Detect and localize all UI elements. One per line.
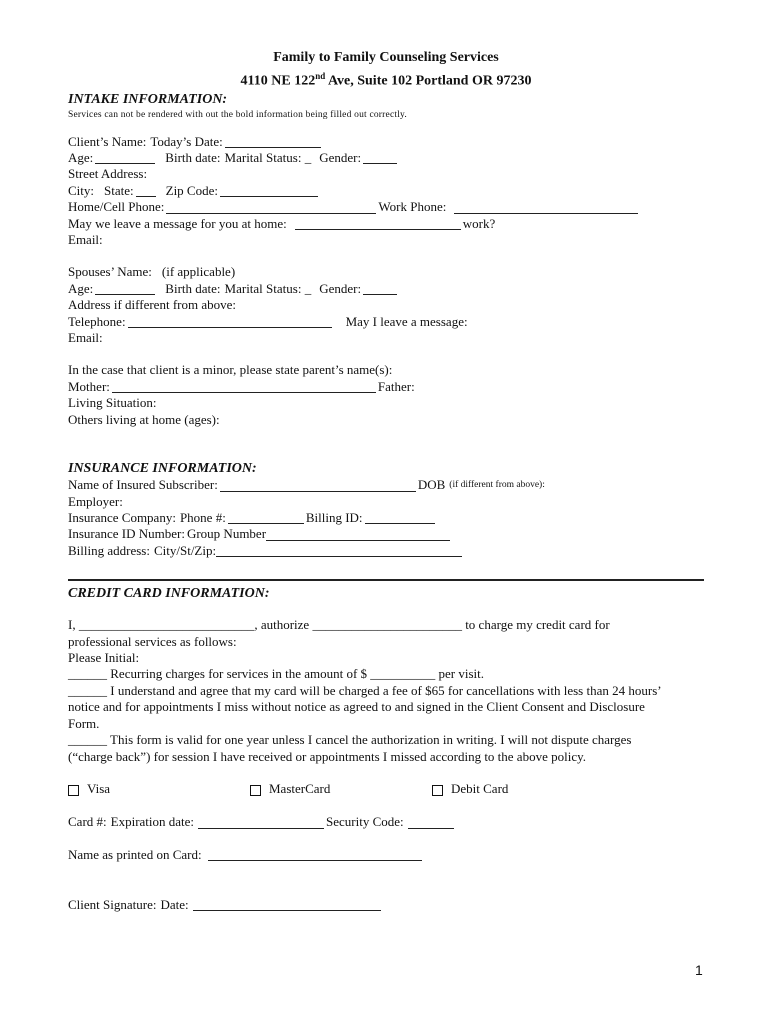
valid-line-1: ______ This form is valid for one year unless I cancel the authorization in writing. I will not dispute charges	[68, 732, 632, 748]
parents-row	[68, 379, 704, 395]
todays-date-field[interactable]	[225, 135, 321, 148]
name-on-card-row	[68, 847, 704, 863]
spouse-message-label: May I leave a message:	[345, 313, 468, 329]
others-living-row	[68, 412, 704, 428]
spouse-marital-status-label: Marital Status: _	[224, 280, 312, 296]
signature-row	[68, 897, 704, 913]
visa-label: Visa	[87, 780, 111, 796]
phone-row	[68, 199, 704, 215]
street-row	[68, 166, 704, 182]
expiration-label: Expiration date:	[110, 814, 195, 830]
cancel-fee-line-1: ______ I understand and agree that my card will be charged a fee of $65 for cancellations with less than 24 hours’	[68, 682, 662, 698]
spouse-telephone-label: Telephone:	[68, 313, 126, 329]
work-message-label: work?	[462, 215, 496, 231]
expiration-field[interactable]	[198, 816, 324, 829]
age-label: Age:	[68, 150, 94, 166]
spouse-email-row	[68, 330, 704, 346]
email-label: Email:	[68, 231, 103, 247]
credit-title: CREDIT CARD INFORMATION:	[68, 586, 270, 602]
marital-status-label: Marital Status: _	[224, 150, 312, 166]
birth-date-label: Birth date:	[165, 150, 221, 166]
visa-option[interactable]	[68, 781, 250, 797]
work-phone-field[interactable]	[454, 201, 638, 214]
message-row	[68, 216, 704, 232]
intake-title: INTAKE INFORMATION:	[68, 91, 228, 107]
insurance-title: INSURANCE INFORMATION:	[68, 461, 257, 477]
mastercard-label: MasterCard	[269, 780, 331, 796]
cancel-fee-line-3: Form.	[68, 715, 100, 731]
card-type-row	[68, 781, 704, 797]
insurance-phone-field[interactable]	[228, 511, 304, 524]
state-label: State:	[104, 182, 134, 198]
insurance-company-label: Insurance Company:	[68, 510, 176, 526]
spouse-gender-field[interactable]	[363, 282, 397, 295]
insured-name-row	[68, 477, 704, 493]
todays-date-label: Today’s Date:	[150, 133, 223, 149]
debit-checkbox[interactable]	[432, 785, 443, 796]
employer-label: Employer:	[68, 493, 123, 509]
spouse-age-field[interactable]	[95, 282, 155, 295]
spouse-age-row	[68, 281, 704, 297]
spouse-address-label: Address if different from above:	[68, 297, 236, 313]
form-page	[68, 48, 704, 913]
spouse-name-label: Spouses’ Name:	[68, 264, 152, 280]
insurance-phone-label: Phone #:	[179, 510, 226, 526]
client-signature-label: Client Signature:	[68, 897, 157, 913]
name-on-card-label: Name as printed on Card:	[68, 846, 202, 862]
billing-address-label: Billing address:	[68, 542, 150, 558]
work-phone-label: Work Phone:	[378, 199, 447, 215]
email-row	[68, 232, 704, 248]
authorize-line: I, ___________________________, authorize _______________________ to charge my credit card for	[68, 617, 610, 633]
state-field[interactable]	[136, 184, 156, 197]
others-living-label: Others living at home (ages):	[68, 411, 220, 427]
group-number-label: Group Number	[186, 526, 267, 542]
living-situation-row	[68, 395, 704, 411]
client-name-row	[68, 134, 704, 150]
insurance-id-row	[68, 526, 704, 542]
signature-date-label: Date:	[160, 897, 189, 913]
insurance-company-row	[68, 510, 704, 526]
cancel-fee-line-2: notice and for appointments I miss without notice as agreed to and signed in the Client Consent and Disclosure	[68, 699, 645, 715]
home-phone-field[interactable]	[166, 201, 376, 214]
address-suffix: nd	[315, 71, 326, 81]
spouse-name-row	[68, 264, 704, 280]
page-number: 1	[695, 962, 703, 978]
client-name-label: Client’s Name:	[68, 133, 147, 149]
security-code-label: Security Code:	[326, 814, 404, 830]
insured-name-field[interactable]	[220, 479, 416, 492]
city-label: City:	[68, 182, 95, 198]
card-number-row	[68, 814, 704, 830]
leave-message-home-label: May we leave a message for you at home:	[68, 215, 287, 231]
spouse-email-label: Email:	[68, 329, 103, 345]
billing-address-row	[68, 543, 704, 559]
valid-line-2: (“charge back”) for session I have received or appointments I missed according to the above policy.	[68, 748, 587, 764]
debit-option[interactable]	[432, 781, 508, 797]
father-label: Father:	[377, 378, 415, 394]
card-number-label: Card #:	[68, 814, 107, 830]
spouse-age-label: Age:	[68, 280, 94, 296]
name-on-card-field[interactable]	[208, 848, 422, 861]
spouse-telephone-row	[68, 314, 704, 330]
leave-message-home-field[interactable]	[295, 217, 461, 230]
client-age-row	[68, 150, 704, 166]
address-street: 4110 NE 122	[240, 73, 316, 89]
spouse-telephone-field[interactable]	[128, 315, 332, 328]
minor-note-row	[68, 362, 704, 378]
living-situation-label: Living Situation:	[68, 395, 157, 411]
others-living-row-2	[68, 428, 704, 444]
age-field[interactable]	[95, 151, 155, 164]
address-rest: Ave, Suite 102 Portland OR 97230	[325, 73, 532, 89]
insurance-id-label: Insurance ID Number:	[68, 526, 185, 542]
dob-label: DOB	[417, 477, 446, 493]
mother-label: Mother:	[68, 378, 110, 394]
spouse-address-row	[68, 297, 704, 313]
please-initial-label: Please Initial:	[68, 650, 140, 666]
city-st-zip-field[interactable]	[216, 544, 462, 557]
insured-name-label: Name of Insured Subscriber:	[68, 477, 218, 493]
mother-field[interactable]	[112, 380, 376, 393]
recurring-charges-line: ______ Recurring charges for services in the amount of $ __________ per visit.	[68, 666, 485, 682]
intake-note: Services can not be rendered with out the bold information being filled out correctly.	[68, 109, 407, 120]
billing-id-field[interactable]	[365, 511, 435, 524]
debit-label: Debit Card	[451, 780, 509, 796]
home-phone-label: Home/Cell Phone:	[68, 199, 165, 215]
signature-date-field[interactable]	[193, 898, 381, 911]
minor-note: In the case that client is a minor, please state parent’s name(s):	[68, 362, 393, 378]
authorize-line-2: professional services as follows:	[68, 633, 237, 649]
security-code-field[interactable]	[408, 816, 454, 829]
dob-note: (if different from above):	[449, 480, 545, 491]
org-name: Family to Family Counseling Services	[273, 50, 499, 65]
spouse-gender-label: Gender:	[319, 280, 362, 296]
city-row	[68, 183, 704, 199]
gender-field[interactable]	[363, 151, 397, 164]
gender-label: Gender:	[319, 150, 362, 166]
authorize-text	[68, 617, 704, 765]
zip-field[interactable]	[220, 184, 318, 197]
street-address-label: Street Address:	[68, 166, 148, 182]
city-st-zip-label: City/St/Zip:	[153, 542, 217, 558]
mastercard-option[interactable]	[250, 781, 432, 797]
employer-row	[68, 494, 704, 510]
visa-checkbox[interactable]	[68, 785, 79, 796]
if-applicable-label: (if applicable)	[161, 264, 236, 280]
spouse-birth-date-label: Birth date:	[165, 280, 221, 296]
org-address	[68, 67, 704, 91]
mastercard-checkbox[interactable]	[250, 785, 261, 796]
group-number-field[interactable]	[266, 528, 450, 541]
billing-id-label: Billing ID:	[305, 510, 363, 526]
zip-label: Zip Code:	[165, 182, 218, 198]
